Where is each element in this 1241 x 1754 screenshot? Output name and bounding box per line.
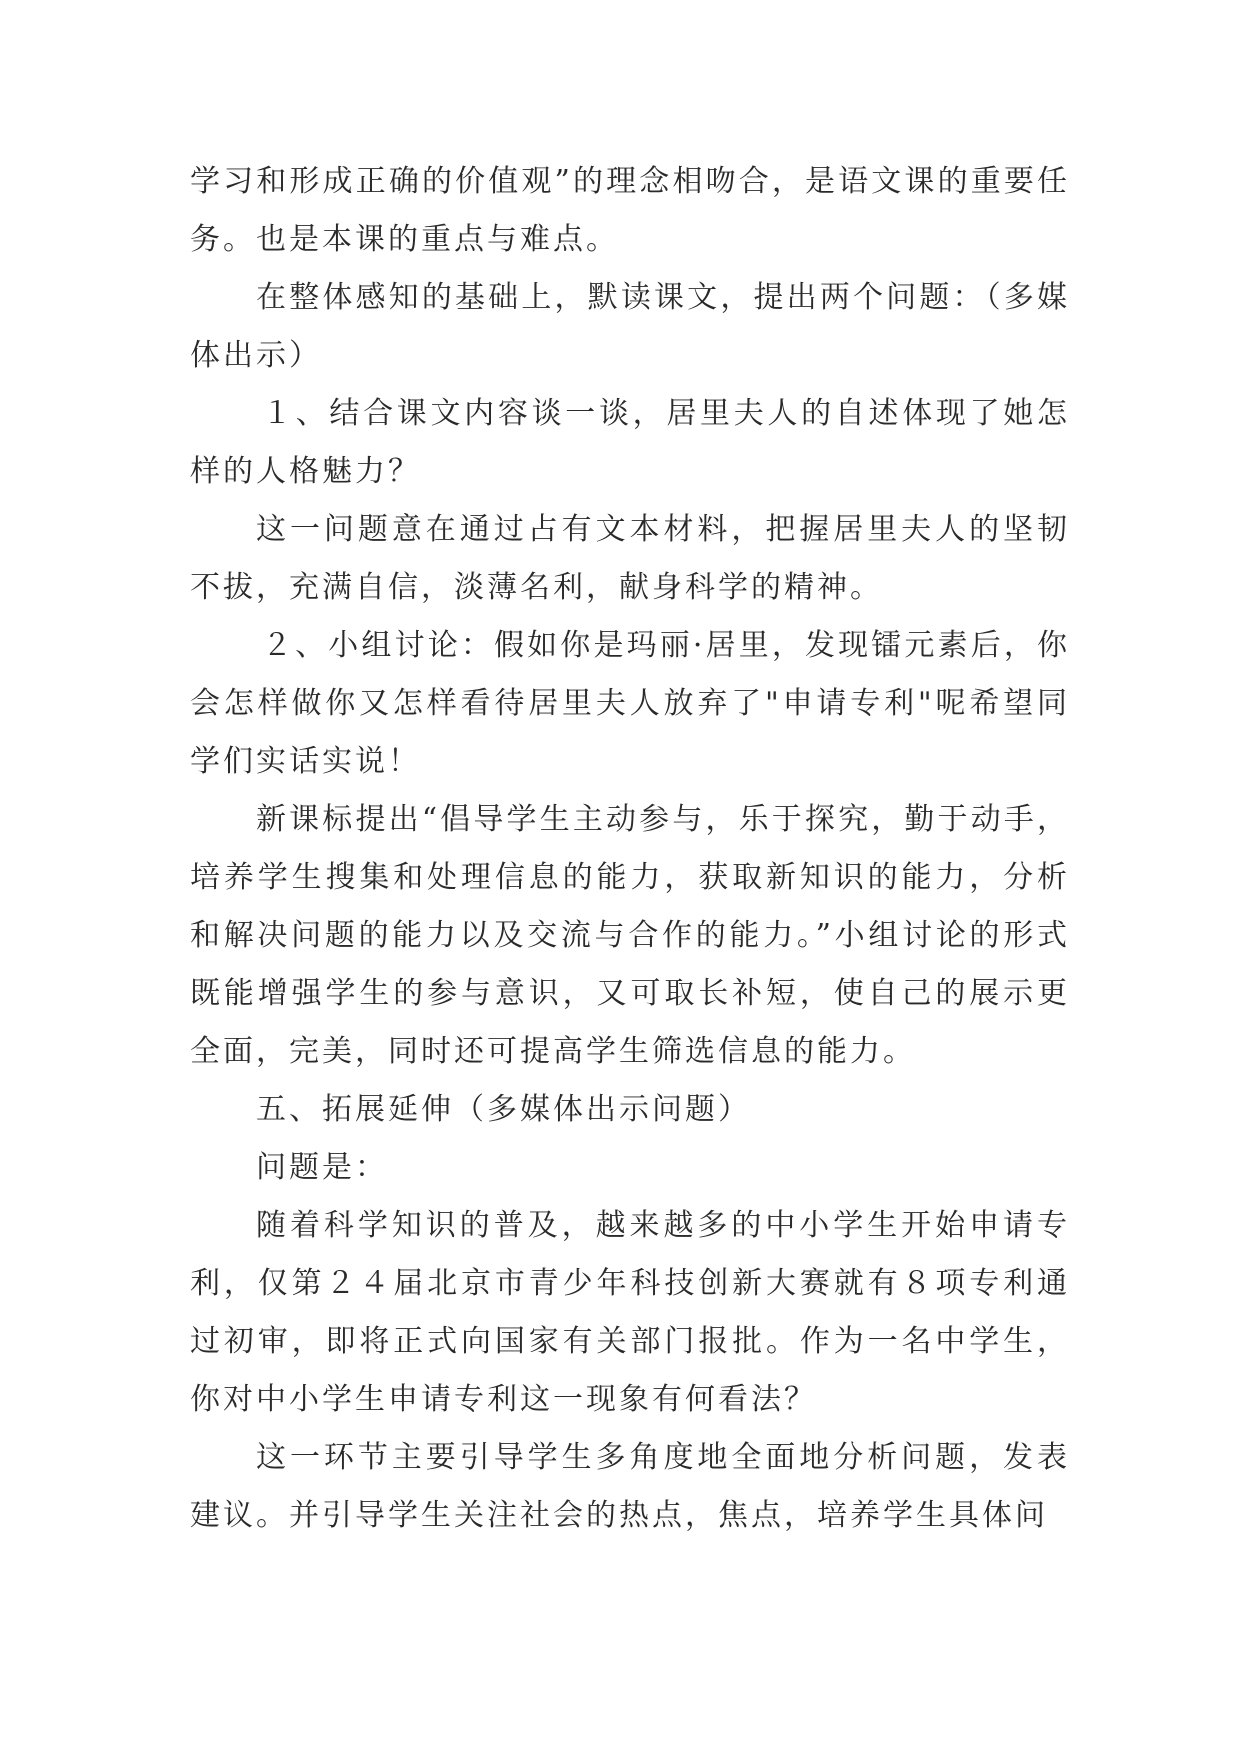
- paragraph-guidance: 这一环节主要引导学生多角度地全面地分析问题，发表建议。并引导学生关注社会的热点，焦点，培养学生具体问: [190, 1440, 1070, 1533]
- paragraph-question-2: ２、小组讨论：假如你是玛丽·居里，发现镭元素后，你会怎样做你又怎样看待居里夫人放弃了"申请专利"呢希望同学们实话实说！: [190, 628, 1070, 779]
- paragraph-question-1: １、结合课文内容谈一谈，居里夫人的自述体现了她怎样的人格魅力？: [190, 396, 1070, 489]
- paragraph-curriculum-standard: 新课标提出“倡导学生主动参与，乐于探究，勤于动手，培养学生搜集和处理信息的能力，获取新知识的能力，分析和解决问题的能力以及交流与合作的能力。”小组讨论的形式既能增强学生的参与意识，又可取长补短，使自己的展示更全面，完美，同时还可提高学生筛选信息的能力。: [190, 802, 1070, 1069]
- section-heading-extension: 五、拓展延伸（多媒体出示问题）: [256, 1092, 751, 1127]
- paragraph-silent-reading: 在整体感知的基础上，默读课文，提出两个问题：（多媒体出示）: [190, 280, 1070, 373]
- paragraph-question-1-intent: 这一问题意在通过占有文本材料，把握居里夫人的坚韧不拔，充满自信，淡薄名利，献身科学的精神。: [190, 512, 1070, 605]
- document-body: [190, 153, 1070, 1545]
- paragraph-question-label: 问题是：: [256, 1150, 388, 1185]
- paragraph-patent-question: 随着科学知识的普及，越来越多的中小学生开始申请专利，仅第２４届北京市青少年科技创新大赛就有８项专利通过初审，即将正式向国家有关部门报批。作为一名中学生，你对中小学生申请专利这一现象有何看法？: [190, 1208, 1070, 1417]
- paragraph-continuation: 学习和形成正确的价值观”的理念相吻合，是语文课的重要任务。也是本课的重点与难点。: [190, 164, 1070, 257]
